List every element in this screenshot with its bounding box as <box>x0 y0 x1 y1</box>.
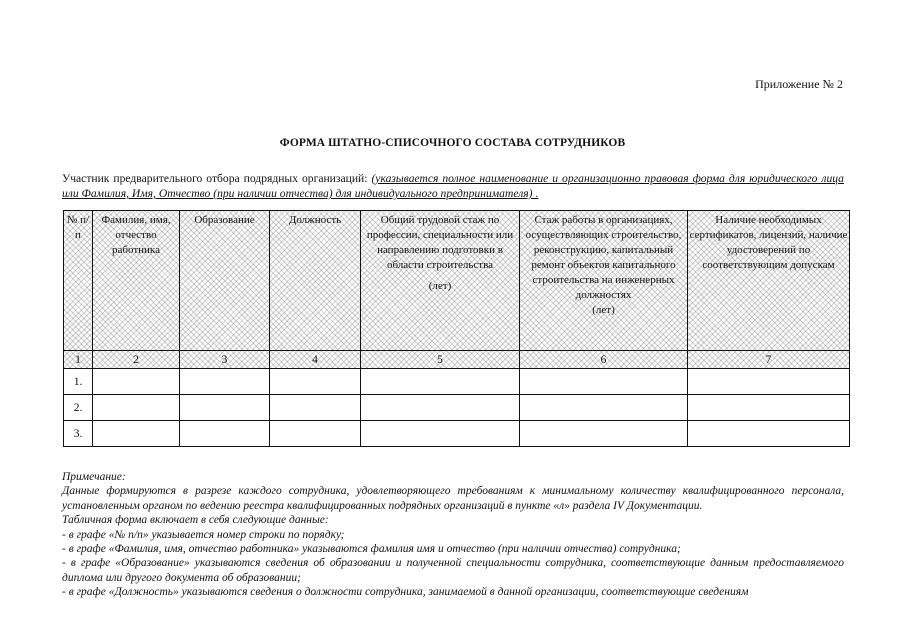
column-number-row <box>64 351 850 369</box>
table-header-row <box>64 211 850 351</box>
notes-line: - в графе «Должность» указываются сведения о должности сотрудника, занимаемой в данной организации, соответствующие сведениям <box>62 586 749 599</box>
column-number: 2 <box>93 351 180 369</box>
row-index: 1. <box>64 369 93 395</box>
column-number: 3 <box>180 351 270 369</box>
table-cell[interactable] <box>180 395 270 421</box>
participant-hint: (указывается полное наименование и организационно правовая форма для юридического лица или Фамилия, Имя, Отчество (при наличии отчества) для индивидуального предпринимателя) <box>62 172 844 200</box>
table-cell[interactable] <box>93 395 180 421</box>
table-cell[interactable] <box>93 421 180 447</box>
table-cell[interactable] <box>520 421 688 447</box>
column-number: 4 <box>270 351 361 369</box>
notes-line: Табличная форма включает в себя следующие данные: <box>62 514 329 527</box>
participant-tail: . <box>532 187 539 200</box>
notes-section <box>62 470 844 600</box>
appendix-label: Приложение № 2 <box>755 77 843 91</box>
table-cell[interactable] <box>520 369 688 395</box>
notes-line: - в графе «Фамилия, имя, отчество работника» указываются фамилия имя и отчество (при наличии отчества) сотрудника; <box>62 543 681 556</box>
header-certificates: Наличие необходимых сертификатов, лицензий, наличие удостоверений по соответствующим допускам <box>688 211 850 351</box>
table-cell[interactable] <box>93 369 180 395</box>
header-construction-experience-unit: (лет) <box>592 304 615 316</box>
table-cell[interactable] <box>180 369 270 395</box>
table-row <box>64 421 850 447</box>
header-number: № п/п <box>64 211 93 351</box>
notes-line: Данные формируются в разрезе каждого сотрудника, удовлетворяющего требованиям к минимальному количеству квалифицированного персонала, установленным органом по ведению реестра квалифицированных подрядных организаций в пункте «л» раздела IV Документации. <box>62 485 844 512</box>
table-cell[interactable] <box>688 421 850 447</box>
header-position: Должность <box>270 211 361 351</box>
table-cell[interactable] <box>361 421 520 447</box>
row-index: 2. <box>64 395 93 421</box>
participant-label: Участник предварительного отбора подрядных организаций: <box>62 172 368 185</box>
header-full-name: Фамилия, имя, отчество работника <box>93 211 180 351</box>
table-cell[interactable] <box>270 421 361 447</box>
form-title: ФОРМА ШТАТНО-СПИСОЧНОГО СОСТАВА СОТРУДНИКОВ <box>279 137 626 149</box>
header-construction-experience: Стаж работы в организациях, осуществляющих строительство, реконструкцию, капитальный ремонт объектов капитального строительства на инженерных должностях (лет) <box>520 211 688 351</box>
row-index: 3. <box>64 421 93 447</box>
table-cell[interactable] <box>688 369 850 395</box>
header-education: Образование <box>180 211 270 351</box>
participant-line <box>62 171 844 201</box>
column-number: 6 <box>520 351 688 369</box>
table-cell[interactable] <box>520 395 688 421</box>
staff-table <box>63 210 850 447</box>
table-cell[interactable] <box>270 395 361 421</box>
table-cell[interactable] <box>270 369 361 395</box>
table-cell[interactable] <box>688 395 850 421</box>
table-cell[interactable] <box>180 421 270 447</box>
notes-line: - в графе «№ п/п» указывается номер строки по порядку; <box>62 528 345 541</box>
table-row <box>64 369 850 395</box>
notes-line: - в графе «Образование» указываются сведения об образовании и полученной специальности сотрудника, соответствующие данным предоставляемого диплома или другого документа об образовании; <box>62 557 844 584</box>
column-number: 7 <box>688 351 850 369</box>
table-cell[interactable] <box>361 369 520 395</box>
header-total-experience: Общий трудовой стаж по профессии, специальности или направлению подготовки в области строительства (лет) <box>361 211 520 351</box>
header-total-experience-unit: (лет) <box>428 280 452 292</box>
notes-heading: Примечание: <box>62 471 126 483</box>
column-number: 5 <box>361 351 520 369</box>
column-number: 1 <box>64 351 93 369</box>
table-row <box>64 395 850 421</box>
table-cell[interactable] <box>361 395 520 421</box>
